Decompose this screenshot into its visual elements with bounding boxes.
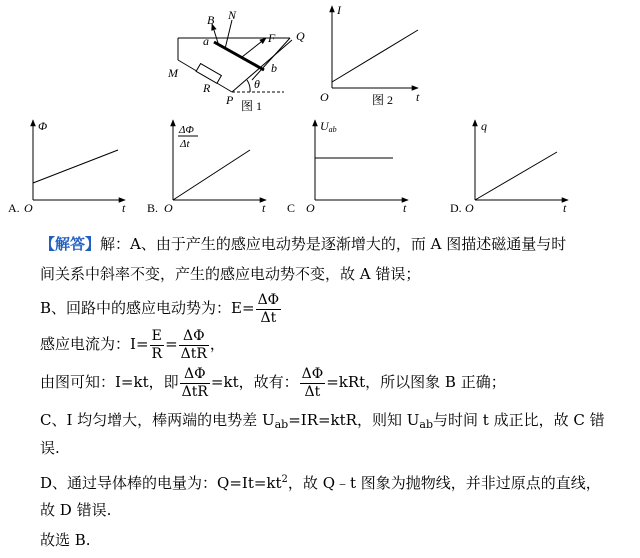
option-c-letter: C	[287, 201, 296, 215]
fig2-ylabel: I	[337, 3, 341, 17]
fraction-dphi-dtR	[179, 328, 209, 363]
frac-den-dtR-2: ΔtR	[181, 383, 208, 400]
frac-num-dphi-2: ΔΦ	[183, 365, 206, 382]
frac-den-dt-2: Δt	[300, 383, 326, 401]
figure-2-graph	[332, 6, 418, 88]
fraction-dphi-dt	[256, 292, 282, 327]
normal-N	[225, 20, 232, 49]
option-a-origin: O	[24, 201, 33, 215]
option-c-ylabel	[320, 119, 337, 134]
label-F: F	[268, 31, 276, 45]
sub-ab-1: ab	[274, 418, 289, 431]
line-3-prefix: B、回路中的感应电动势为：	[40, 299, 232, 317]
I-eq: I=	[130, 335, 149, 353]
line-4-comma: ，	[209, 335, 225, 353]
option-c-ylabel-main: U	[320, 119, 329, 133]
line-8-a: D、通过导体棒的电量为：Q=It=kt	[40, 474, 282, 492]
solution-line-8	[40, 470, 601, 493]
option-c-origin: O	[306, 201, 315, 215]
frac-den-R: R	[151, 345, 163, 362]
frac-num-dphi-3: ΔΦ	[301, 365, 324, 382]
line-5-c: =kRt，所以图象 B 正确；	[326, 373, 506, 391]
line-5-b: =kt，故有：	[210, 373, 299, 391]
line-6-a: C、I 均匀增大，棒两端的电势差 U	[40, 411, 275, 429]
option-d-line	[475, 152, 557, 200]
option-b-origin: O	[164, 201, 173, 215]
solution-line-3	[40, 290, 282, 327]
option-d-letter: D.	[450, 201, 462, 215]
solution-line-6	[40, 410, 605, 435]
sub-ab-2: ab	[419, 418, 433, 431]
option-d-graph	[475, 120, 568, 200]
option-c-xlabel: t	[403, 201, 407, 215]
option-b-letter: B.	[147, 201, 159, 215]
caption-fig2: 图 2	[372, 93, 394, 107]
label-a: a	[203, 34, 209, 48]
line-6-c: 与时间 t 成正比，故 C 错	[433, 411, 605, 429]
label-P: P	[226, 93, 234, 107]
label-Q: Q	[296, 29, 305, 43]
solution-line-9: 故 D 错误.	[40, 501, 112, 519]
solution-line-5	[40, 364, 506, 401]
frac-num: ΔΦ	[257, 291, 280, 308]
figures-svg	[0, 0, 640, 230]
label-M: M	[168, 66, 178, 80]
sup-2: 2	[281, 474, 288, 485]
label-b: b	[271, 61, 277, 75]
fig2-xlabel: t	[416, 90, 420, 104]
line-8-b: ，故 Q﹣t 图象为抛物线，并非过原点的直线，	[287, 474, 601, 492]
option-a-ylabel: Φ	[38, 119, 48, 133]
caption-fig1: 图 1	[241, 99, 263, 113]
line-6-b: =IR=ktR，则知 U	[288, 411, 420, 429]
option-a-line	[33, 150, 118, 183]
solution-line-4	[40, 326, 225, 363]
option-c-ylabel-sub: ab	[328, 125, 337, 134]
label-theta: θ	[254, 77, 260, 91]
eq-sign: =	[165, 335, 178, 353]
label-R: R	[203, 81, 211, 95]
solution-tag: 【解答】	[40, 235, 101, 253]
option-d-ylabel: q	[481, 119, 487, 133]
frac-den-dtR: ΔtR	[180, 345, 207, 362]
frac-num-dphi: ΔΦ	[182, 327, 205, 344]
option-d-origin: O	[465, 201, 474, 215]
solution-line-2: 间关系中斜率不变，产生的感应电动势不变，故 A 错误；	[40, 265, 421, 283]
fraction-E-R	[150, 328, 165, 363]
angle-arc	[247, 80, 250, 92]
fraction-dphi-dt-2	[300, 366, 326, 401]
label-N: N	[228, 8, 237, 22]
E-eq: E=	[231, 299, 255, 317]
option-b-xlabel: t	[262, 201, 266, 215]
vector-F	[242, 38, 266, 57]
line-5-a: 由图可知：I=kt，即	[40, 373, 179, 391]
option-a-xlabel: t	[122, 201, 126, 215]
rail-PQ	[232, 40, 292, 92]
figure-1-labels	[167, 8, 305, 113]
solution-line-1	[40, 234, 566, 254]
fig2-line	[332, 30, 418, 82]
solution-line-7: 误.	[40, 439, 60, 457]
option-b-ylabel-num: ΔΦ	[179, 124, 194, 136]
option-a-letter: A.	[8, 201, 20, 215]
line-4-prefix: 感应电流为：	[40, 335, 131, 353]
solution-line-1-text: 解：A、由于产生的感应电动势是逐渐增大的，而 A 图描述磁通量与时	[100, 235, 567, 253]
option-b-ylabel-den: Δt	[180, 138, 190, 150]
solution-line-10: 故选 B.	[40, 531, 91, 549]
bar-ab	[214, 42, 264, 70]
frac-num-E: E	[151, 327, 162, 344]
option-b-line	[173, 150, 250, 200]
option-d-xlabel: t	[563, 201, 567, 215]
fig2-origin: O	[320, 90, 329, 104]
label-B: B	[207, 13, 215, 27]
frac-den: Δt	[256, 309, 282, 327]
fraction-dphi-dtR-2	[180, 366, 210, 401]
